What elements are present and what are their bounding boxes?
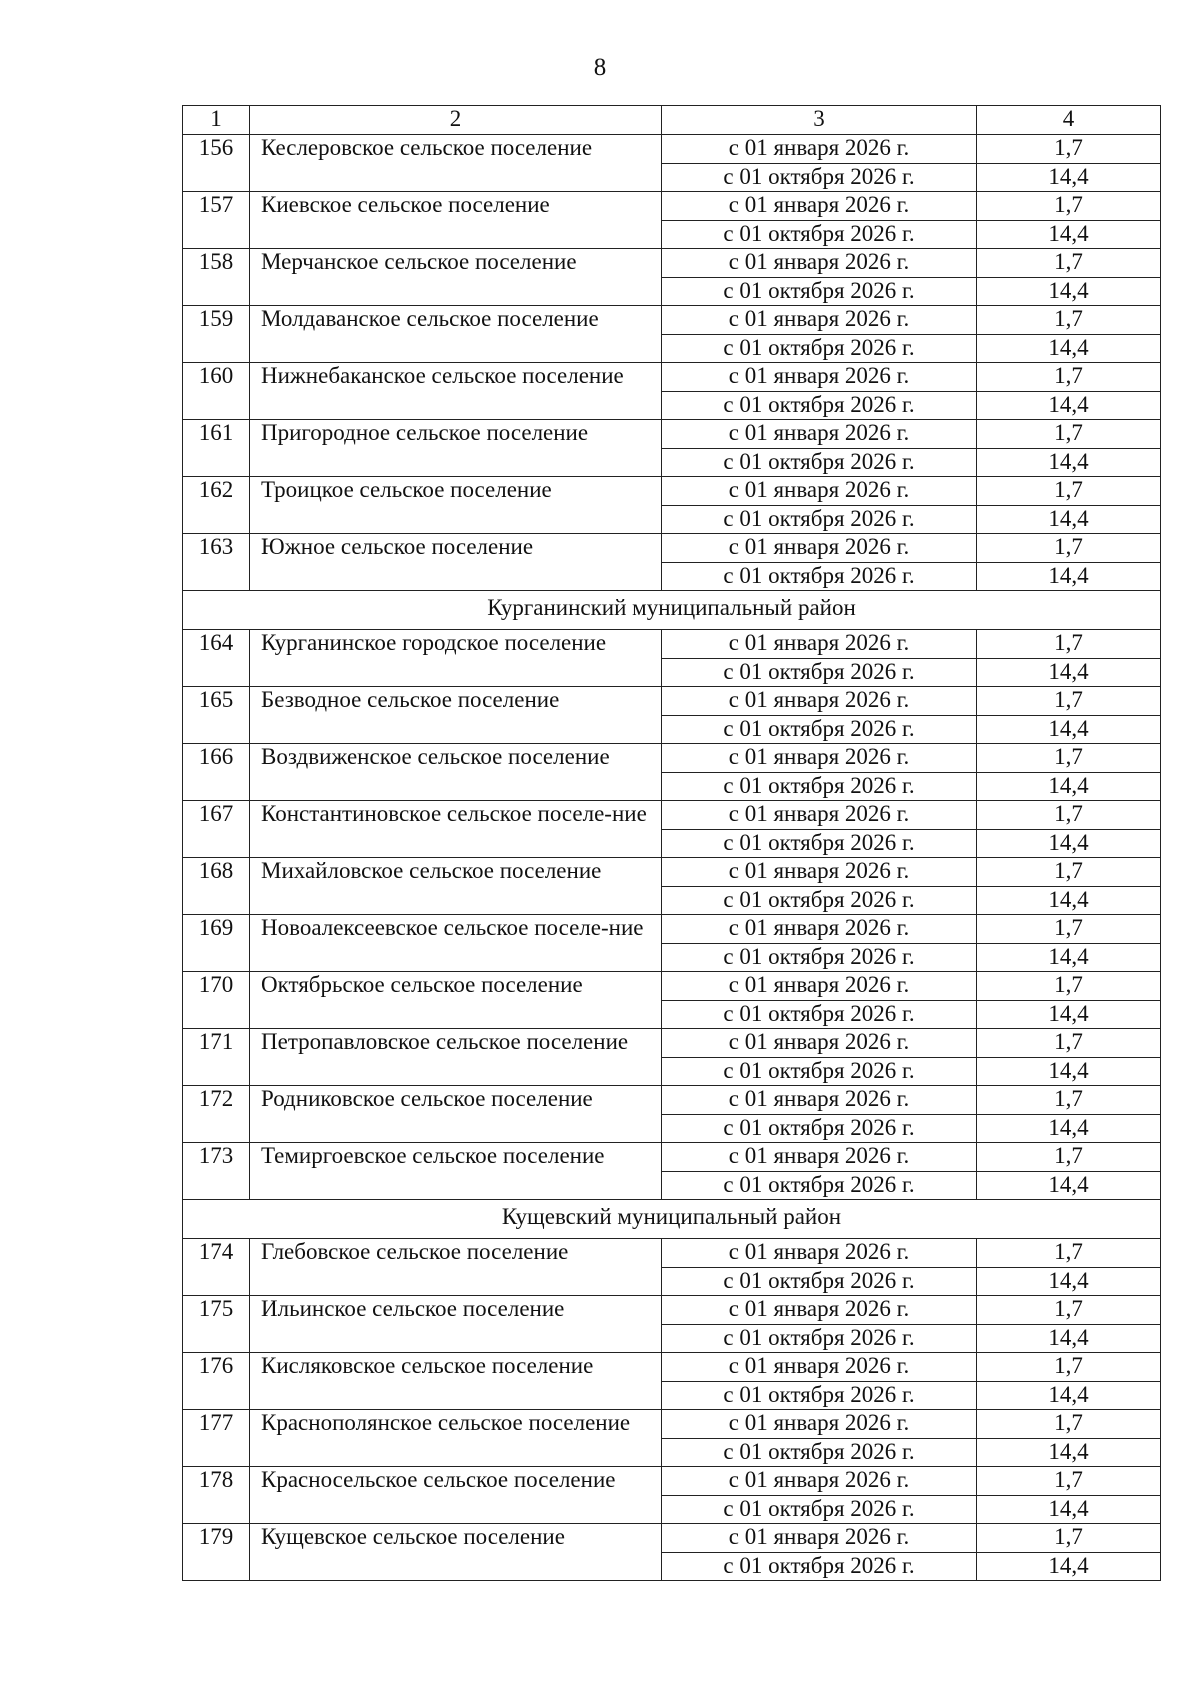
settlement-name: Октябрьское сельское поселение (250, 972, 662, 1029)
rate-value: 1,7 (977, 1239, 1161, 1268)
effective-date: с 01 октября 2026 г. (662, 1552, 977, 1581)
effective-date: с 01 октября 2026 г. (662, 658, 977, 687)
effective-date: с 01 октября 2026 г. (662, 943, 977, 972)
table-row (183, 534, 1161, 563)
rate-value: 1,7 (977, 1524, 1161, 1553)
row-number: 178 (183, 1467, 250, 1524)
rate-value: 1,7 (977, 1353, 1161, 1382)
rate-value: 14,4 (977, 658, 1161, 687)
rate-value: 1,7 (977, 306, 1161, 335)
district-heading: Кущевский муниципальный район (183, 1200, 1161, 1239)
row-number: 173 (183, 1143, 250, 1200)
row-number: 162 (183, 477, 250, 534)
effective-date: с 01 января 2026 г. (662, 192, 977, 221)
rate-value: 14,4 (977, 1171, 1161, 1200)
rate-value: 14,4 (977, 1057, 1161, 1086)
row-number: 168 (183, 858, 250, 915)
table-row (183, 801, 1161, 830)
rate-value: 14,4 (977, 1552, 1161, 1581)
table-row (183, 420, 1161, 449)
table-row (183, 1086, 1161, 1115)
settlement-name: Михайловское сельское поселение (250, 858, 662, 915)
table-row (183, 1467, 1161, 1496)
effective-date: с 01 января 2026 г. (662, 1296, 977, 1325)
table-row (183, 306, 1161, 335)
table-row (183, 858, 1161, 887)
rate-value: 14,4 (977, 772, 1161, 801)
effective-date: с 01 октября 2026 г. (662, 1114, 977, 1143)
rate-value: 14,4 (977, 220, 1161, 249)
effective-date: с 01 января 2026 г. (662, 477, 977, 506)
settlement-name: Троицкое сельское поселение (250, 477, 662, 534)
effective-date: с 01 октября 2026 г. (662, 829, 977, 858)
table-row (183, 1353, 1161, 1382)
page-number: 8 (593, 54, 607, 81)
settlement-name: Мерчанское сельское поселение (250, 249, 662, 306)
row-number: 157 (183, 192, 250, 249)
rate-value: 14,4 (977, 1324, 1161, 1353)
settlement-name: Ильинское сельское поселение (250, 1296, 662, 1353)
rate-value: 1,7 (977, 687, 1161, 716)
settlement-name: Новоалексеевское сельское поселе-ние (250, 915, 662, 972)
effective-date: с 01 января 2026 г. (662, 972, 977, 1001)
row-number: 176 (183, 1353, 250, 1410)
effective-date: с 01 октября 2026 г. (662, 1495, 977, 1524)
effective-date: с 01 января 2026 г. (662, 630, 977, 659)
table-row (183, 1524, 1161, 1553)
effective-date: с 01 января 2026 г. (662, 858, 977, 887)
settlement-name: Родниковское сельское поселение (250, 1086, 662, 1143)
effective-date: с 01 января 2026 г. (662, 915, 977, 944)
table-row (183, 1410, 1161, 1439)
settlement-name: Петропавловское сельское поселение (250, 1029, 662, 1086)
table-row (183, 1239, 1161, 1268)
effective-date: с 01 октября 2026 г. (662, 772, 977, 801)
effective-date: с 01 января 2026 г. (662, 744, 977, 773)
row-number: 174 (183, 1239, 250, 1296)
row-number: 160 (183, 363, 250, 420)
effective-date: с 01 октября 2026 г. (662, 1381, 977, 1410)
effective-date: с 01 октября 2026 г. (662, 886, 977, 915)
settlement-name: Темиргоевское сельское поселение (250, 1143, 662, 1200)
rate-value: 1,7 (977, 420, 1161, 449)
effective-date: с 01 января 2026 г. (662, 1239, 977, 1268)
settlement-name: Глебовское сельское поселение (250, 1239, 662, 1296)
settlement-name: Кисляковское сельское поселение (250, 1353, 662, 1410)
rate-value: 14,4 (977, 1267, 1161, 1296)
rate-value: 14,4 (977, 715, 1161, 744)
effective-date: с 01 января 2026 г. (662, 135, 977, 164)
settlement-name: Курганинское городское поселение (250, 630, 662, 687)
settlement-name: Южное сельское поселение (250, 534, 662, 591)
rate-value: 1,7 (977, 915, 1161, 944)
effective-date: с 01 октября 2026 г. (662, 1000, 977, 1029)
effective-date: с 01 января 2026 г. (662, 1353, 977, 1382)
rate-value: 14,4 (977, 943, 1161, 972)
rate-value: 14,4 (977, 886, 1161, 915)
rate-value: 14,4 (977, 391, 1161, 420)
effective-date: с 01 октября 2026 г. (662, 1171, 977, 1200)
row-number: 172 (183, 1086, 250, 1143)
effective-date: с 01 октября 2026 г. (662, 1057, 977, 1086)
effective-date: с 01 января 2026 г. (662, 1410, 977, 1439)
table-row (183, 630, 1161, 659)
table-row (183, 192, 1161, 221)
effective-date: с 01 октября 2026 г. (662, 448, 977, 477)
rate-value: 14,4 (977, 1000, 1161, 1029)
table-row (183, 249, 1161, 278)
row-number: 167 (183, 801, 250, 858)
effective-date: с 01 октября 2026 г. (662, 505, 977, 534)
row-number: 179 (183, 1524, 250, 1581)
rate-value: 1,7 (977, 1467, 1161, 1496)
effective-date: с 01 января 2026 г. (662, 363, 977, 392)
effective-date: с 01 января 2026 г. (662, 1524, 977, 1553)
tariff-table (182, 105, 1161, 1581)
header-row (183, 106, 1161, 135)
row-number: 177 (183, 1410, 250, 1467)
rate-value: 14,4 (977, 334, 1161, 363)
effective-date: с 01 января 2026 г. (662, 1029, 977, 1058)
effective-date: с 01 января 2026 г. (662, 801, 977, 830)
header-cell-3: 3 (662, 106, 977, 135)
header-cell-1: 1 (183, 106, 250, 135)
district-heading-row (183, 1200, 1161, 1239)
rate-value: 1,7 (977, 1410, 1161, 1439)
effective-date: с 01 октября 2026 г. (662, 220, 977, 249)
effective-date: с 01 октября 2026 г. (662, 277, 977, 306)
settlement-name: Кущевское сельское поселение (250, 1524, 662, 1581)
row-number: 170 (183, 972, 250, 1029)
row-number: 171 (183, 1029, 250, 1086)
rate-value: 1,7 (977, 630, 1161, 659)
header-cell-4: 4 (977, 106, 1161, 135)
rate-value: 1,7 (977, 1086, 1161, 1115)
rate-value: 14,4 (977, 1495, 1161, 1524)
row-number: 163 (183, 534, 250, 591)
effective-date: с 01 октября 2026 г. (662, 715, 977, 744)
rate-value: 1,7 (977, 1143, 1161, 1172)
effective-date: с 01 октября 2026 г. (662, 334, 977, 363)
effective-date: с 01 октября 2026 г. (662, 163, 977, 192)
effective-date: с 01 января 2026 г. (662, 1467, 977, 1496)
settlement-name: Нижнебаканское сельское поселение (250, 363, 662, 420)
table-row (183, 135, 1161, 164)
header-cell-2: 2 (250, 106, 662, 135)
effective-date: с 01 октября 2026 г. (662, 1324, 977, 1353)
rate-value: 1,7 (977, 801, 1161, 830)
row-number: 156 (183, 135, 250, 192)
rate-value: 1,7 (977, 858, 1161, 887)
settlement-name: Воздвиженское сельское поселение (250, 744, 662, 801)
rate-value: 1,7 (977, 744, 1161, 773)
rate-value: 1,7 (977, 1296, 1161, 1325)
table-row (183, 972, 1161, 1001)
row-number: 166 (183, 744, 250, 801)
row-number: 159 (183, 306, 250, 363)
table-row (183, 1029, 1161, 1058)
rate-value: 14,4 (977, 277, 1161, 306)
rate-value: 14,4 (977, 1438, 1161, 1467)
effective-date: с 01 октября 2026 г. (662, 1267, 977, 1296)
rate-value: 14,4 (977, 163, 1161, 192)
district-heading: Курганинский муниципальный район (183, 591, 1161, 630)
settlement-name: Красносельское сельское поселение (250, 1467, 662, 1524)
table-row (183, 1296, 1161, 1325)
row-number: 164 (183, 630, 250, 687)
effective-date: с 01 января 2026 г. (662, 249, 977, 278)
effective-date: с 01 января 2026 г. (662, 1143, 977, 1172)
settlement-name: Пригородное сельское поселение (250, 420, 662, 477)
effective-date: с 01 января 2026 г. (662, 534, 977, 563)
rate-value: 14,4 (977, 829, 1161, 858)
rate-value: 14,4 (977, 1114, 1161, 1143)
rate-value: 14,4 (977, 448, 1161, 477)
rate-value: 14,4 (977, 1381, 1161, 1410)
rate-value: 1,7 (977, 192, 1161, 221)
table-row (183, 477, 1161, 506)
row-number: 175 (183, 1296, 250, 1353)
rate-value: 1,7 (977, 534, 1161, 563)
effective-date: с 01 октября 2026 г. (662, 391, 977, 420)
settlement-name: Молдаванское сельское поселение (250, 306, 662, 363)
table-row (183, 1143, 1161, 1172)
rate-value: 1,7 (977, 363, 1161, 392)
row-number: 169 (183, 915, 250, 972)
rate-value: 1,7 (977, 135, 1161, 164)
settlement-name: Киевское сельское поселение (250, 192, 662, 249)
table-body (183, 106, 1161, 1581)
settlement-name: Константиновское сельское поселе-ние (250, 801, 662, 858)
effective-date: с 01 января 2026 г. (662, 420, 977, 449)
rate-value: 14,4 (977, 562, 1161, 591)
district-heading-row (183, 591, 1161, 630)
effective-date: с 01 октября 2026 г. (662, 562, 977, 591)
row-number: 165 (183, 687, 250, 744)
effective-date: с 01 января 2026 г. (662, 306, 977, 335)
rate-value: 14,4 (977, 505, 1161, 534)
settlement-name: Кеслеровское сельское поселение (250, 135, 662, 192)
table-row (183, 687, 1161, 716)
settlement-name: Краснополянское сельское поселение (250, 1410, 662, 1467)
effective-date: с 01 января 2026 г. (662, 687, 977, 716)
rate-value: 1,7 (977, 1029, 1161, 1058)
rate-value: 1,7 (977, 477, 1161, 506)
effective-date: с 01 января 2026 г. (662, 1086, 977, 1115)
rate-value: 1,7 (977, 972, 1161, 1001)
rate-value: 1,7 (977, 249, 1161, 278)
table-row (183, 363, 1161, 392)
table-row (183, 744, 1161, 773)
settlement-name: Безводное сельское поселение (250, 687, 662, 744)
table-row (183, 915, 1161, 944)
row-number: 161 (183, 420, 250, 477)
row-number: 158 (183, 249, 250, 306)
effective-date: с 01 октября 2026 г. (662, 1438, 977, 1467)
